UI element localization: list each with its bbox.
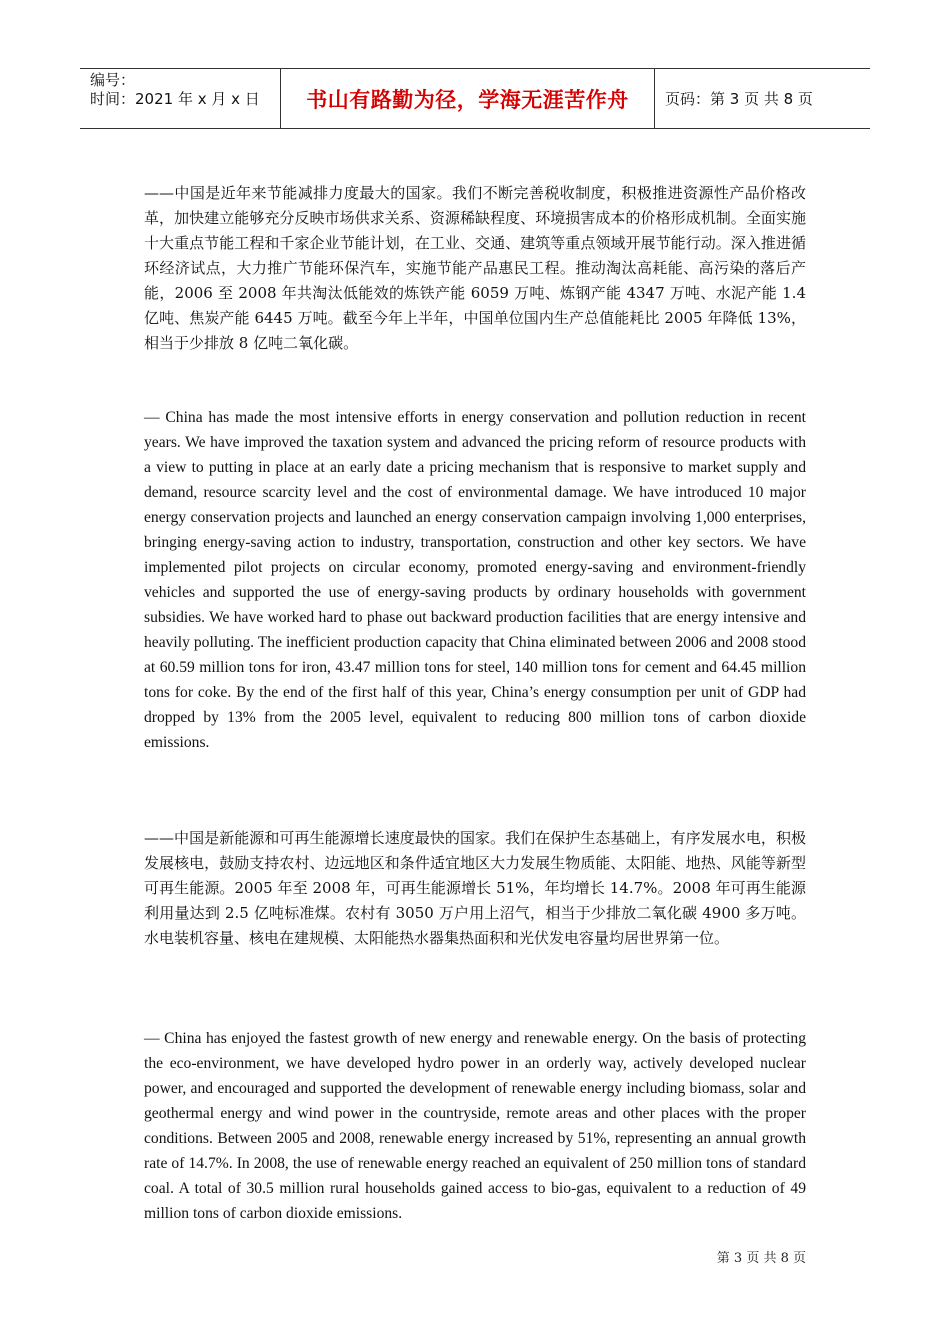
header-motto-cell [281,69,655,128]
paragraph-text-en: — China has made the most intensive efforts in energy conservation and pollution reduction in recent years. We have improved the taxation system and advanced the pricing reform of resource products with a view to putting in place at an early date a pricing mechanism that is responsive to market supply and demand, resource scarcity level and the cost of environmental damage. We have introduced 10 major energy conservation projects and launched an energy conservation campaign involving 1,000 enterprises, bringing energy-saving action to industry, transportation, construction and other key sectors. We have implemented pilot projects on circular economy, promoted energy-saving and environment-friendly vehicles and supported the use of energy-saving products by ordinary households with government subsidies. We have worked hard to phase out backward production facilities that are energy intensive and heavily polluting. The inefficient production capacity that China eliminated between 2006 and 2008 stood at 60.59 million tons for iron, 43.47 million tons for steel, 140 million tons for cement and 64.45 million tons for coke. By the end of the first half of this year, China’s energy consumption per unit of GDP had dropped by 13% from the 2005 level, equivalent to reducing 800 million tons of carbon dioxide emissions. [144,409,806,751]
header-meta-cell [80,69,281,128]
page-footer: 第 3 页 共 8 页 [716,1251,806,1266]
body-paragraph-1 [144,181,806,356]
paragraph-text-zh: ——中国是新能源和可再生能源增长速度最快的国家。我们在保护生态基础上，有序发展水电，积极发展核电，鼓励支持农村、边远地区和条件适宜地区大力发展生物质能、太阳能、地热、风能等新型可再生能源。2005 年至 2008 年，可再生能源增长 51%，年均增长 14.7%。2008 年可再生能源利用量达到 2.5 亿吨标准煤。农村有 3050 万户用上沼气，相当于少排放二氧化碳 4900 多万吨。水电装机容量、核电在建规模、太阳能热水器集热面积和光伏发电容量均居世界第一位。 [144,829,806,947]
paragraph-text-zh: ——中国是近年来节能减排力度最大的国家。我们不断完善税收制度，积极推进资源性产品价格改革，加快建立能够充分反映市场供求关系、资源稀缺程度、环境损害成本的价格形成机制。全面实施十大重点节能工程和千家企业节能计划，在工业、交通、建筑等重点领域开展节能行动。深入推进循环经济试点，大力推广节能环保汽车，实施节能产品惠民工程。推动淘汰高耗能、高污染的落后产能，2006 至 2008 年共淘汰低能效的炼铁产能 6059 万吨、炼钢产能 4347 万吨、水泥产能 1.4 亿吨、焦炭产能 6445 万吨。截至今年上半年，中国单位国内生产总值能耗比 2005 年降低 13%，相当于少排放 8 亿吨二氧化碳。 [144,184,806,352]
body-paragraph-3 [144,826,806,951]
page-header [80,68,870,129]
header-page-number: 页码：第 3 页 共 8 页 [665,90,813,108]
header-motto: 书山有路勤为径，学海无涯苦作舟 [306,87,629,112]
header-page-cell [655,69,870,128]
document-date-label: 时间：2021 年 x 月 x 日 [90,90,260,108]
body-paragraph-4 [144,1026,806,1226]
body-paragraph-2 [144,405,806,755]
paragraph-text-en: — China has enjoyed the fastest growth of new energy and renewable energy. On the basis of protecting the eco-environment, we have developed hydro power in an orderly way, actively developed nuclear power, and encouraged and supported the development of renewable energy including biomass, solar and geothermal energy and wind power in the countryside, remote areas and other places with the proper conditions. Between 2005 and 2008, renewable energy increased by 51%, representing an annual growth rate of 14.7%. In 2008, the use of renewable energy reached an equivalent of 250 million tons of standard coal. A total of 30.5 million rural households gained access to bio-gas, equivalent to a reduction of 49 million tons of carbon dioxide emissions. [144,1030,806,1222]
document-number-label: 编号： [90,71,136,89]
